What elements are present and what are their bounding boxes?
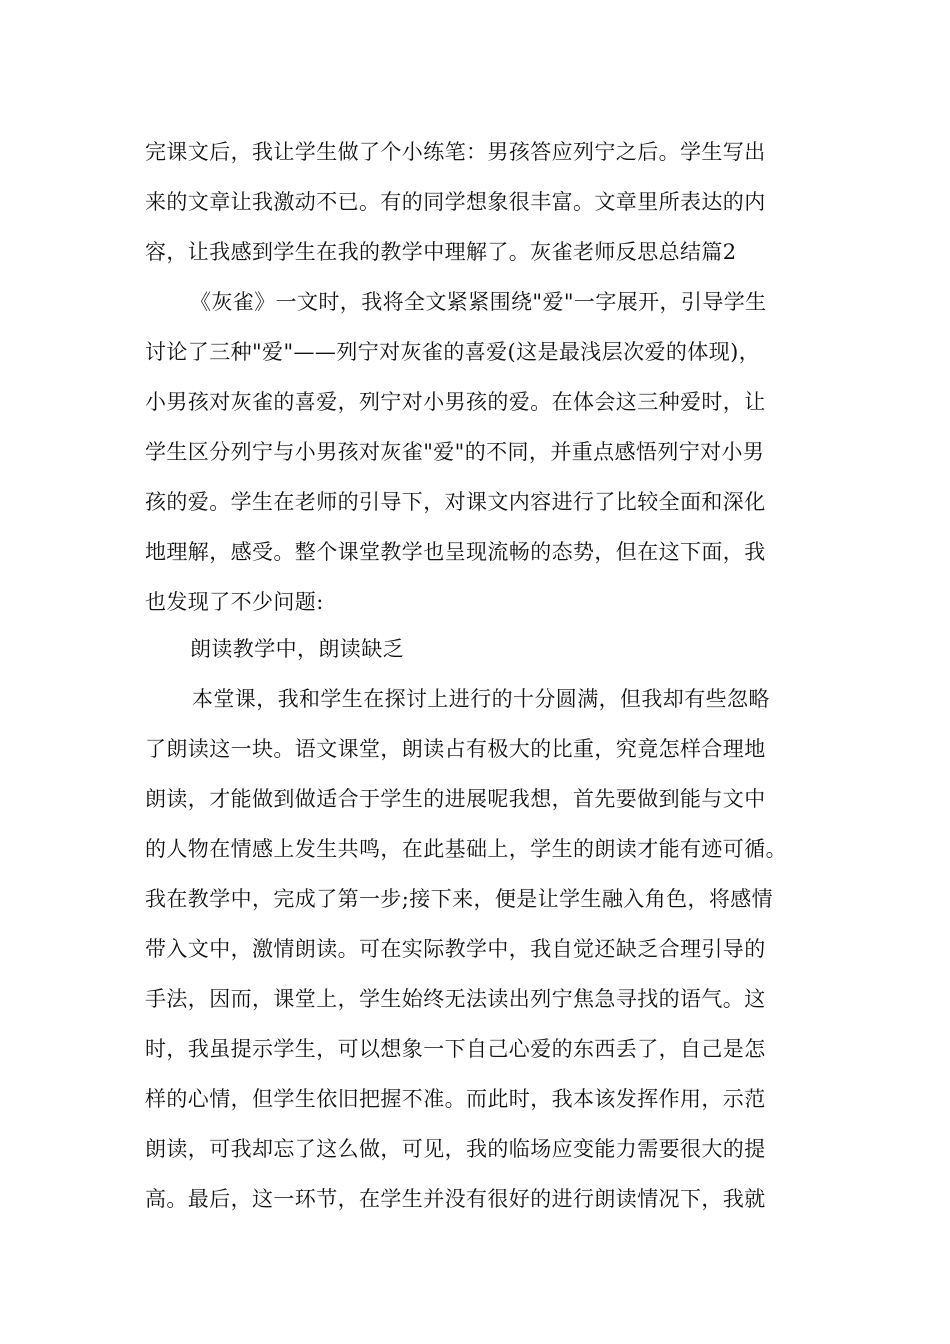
text-line-14: 朗读，才能做到做适合于学生的进展呢我想，首先要做到能与文中 (145, 787, 766, 811)
text-line-13: 了朗读这一块。语文课堂，朗读占有极大的比重，究竟怎样合理地 (145, 737, 766, 761)
text-line-18: 手法，因而，课堂上，学生始终无法读出列宁焦急寻找的语气。这 (145, 987, 766, 1011)
text-line-21: 朗读，可我却忘了这么做，可见，我的临场应变能力需要很大的提 (145, 1137, 766, 1161)
text-line-5: 讨论了三种"爱"——列宁对灰雀的喜爱(这是最浅层次爱的体现)， (145, 340, 761, 364)
section-heading: 朗读教学中，朗读缺乏 (190, 637, 404, 661)
text-line-10: 也发现了不少问题: (145, 590, 324, 614)
text-line-6: 小男孩对灰雀的喜爱，列宁对小男孩的爱。在体会这三种爱时，让 (145, 390, 766, 414)
text-line-8: 孩的爱。学生在老师的引导下，对课文内容进行了比较全面和深化 (145, 490, 766, 514)
text-line-9: 地理解，感受。整个课堂教学也呈现流畅的态势，但在这下面，我 (145, 540, 766, 564)
text-line-20: 样的心情，但学生依旧把握不准。而此时，我本该发挥作用，示范 (145, 1087, 766, 1111)
text-line-1: 完课文后，我让学生做了个小练笔：男孩答应列宁之后。学生写出 (145, 140, 766, 164)
text-line-4: 《灰雀》一文时，我将全文紧紧围绕"爱"一字展开，引导学生 (190, 290, 767, 314)
text-line-2: 来的文章让我激动不已。有的同学想象很丰富。文章里所表达的内 (145, 190, 766, 214)
text-line-15: 的人物在情感上发生共鸣，在此基础上，学生的朗读才能有迹可循。 (145, 837, 787, 861)
text-line-7: 学生区分列宁与小男孩对灰雀"爱"的不同，并重点感悟列宁对小男 (145, 440, 765, 464)
text-line-3: 容，让我感到学生在我的教学中理解了。灰雀老师反思总结篇2 (145, 240, 737, 264)
text-line-12: 本堂课，我和学生在探讨上进行的十分圆满，但我却有些忽略 (192, 687, 770, 711)
text-line-22: 高。最后，这一环节，在学生并没有很好的进行朗读情况下，我就 (145, 1187, 766, 1211)
text-line-19: 时，我虽提示学生，可以想象一下自己心爱的东西丢了，自己是怎 (145, 1037, 766, 1061)
text-line-16: 我在教学中，完成了第一步;接下来，便是让学生融入角色，将感情 (145, 887, 774, 911)
text-line-17: 带入文中，激情朗读。可在实际教学中，我自觉还缺乏合理引导的 (145, 937, 766, 961)
